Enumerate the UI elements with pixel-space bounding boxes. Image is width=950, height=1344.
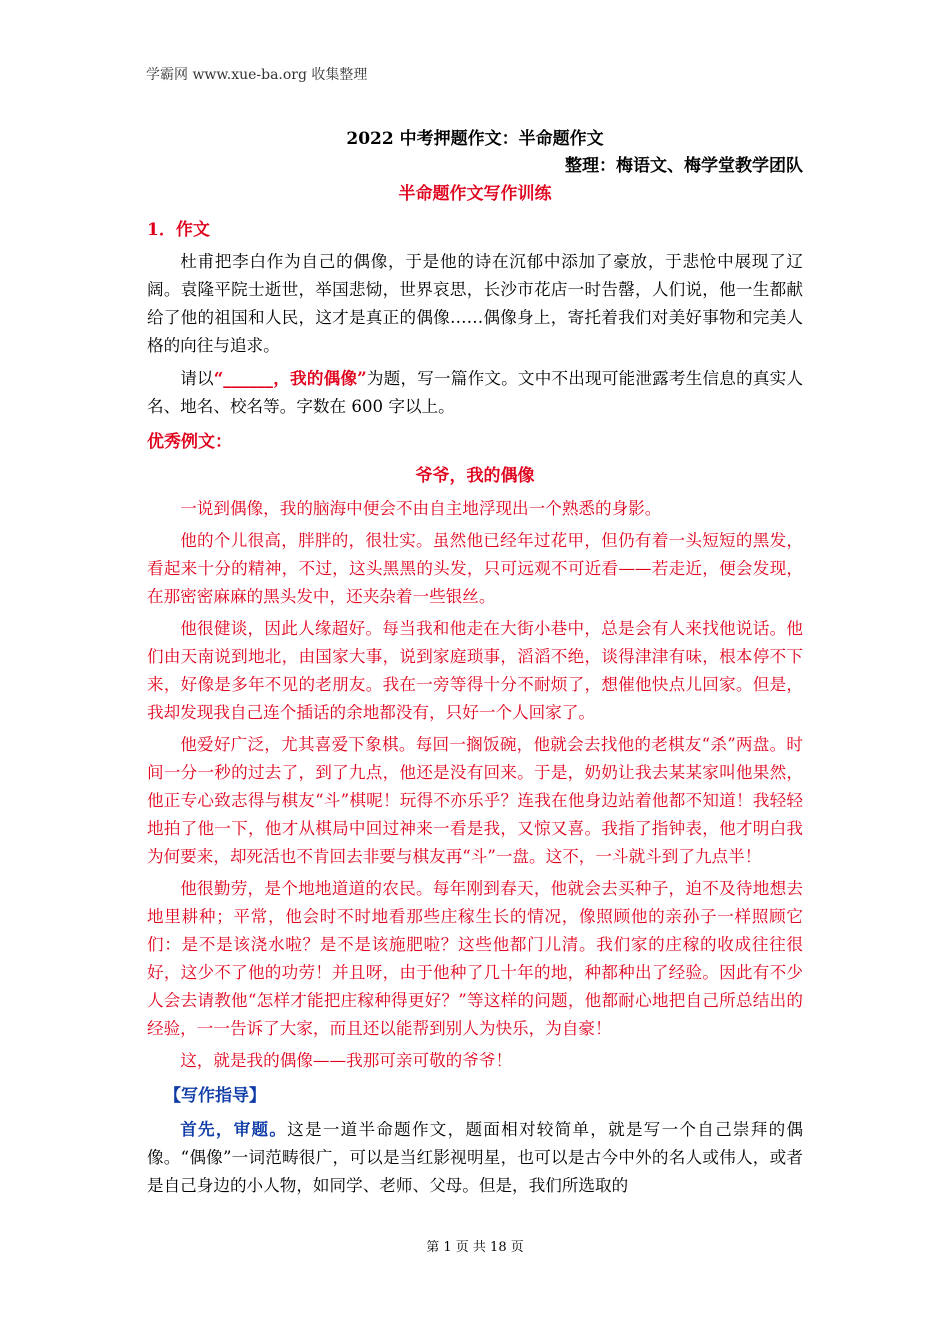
essay-paragraph: 他很健谈，因此人缘超好。每当我和他走在大街小巷中，总是会有人来找他说话。他们由天南说到地北，由国家大事，说到家庭琐事，滔滔不绝，谈得津津有味，根本停不下来，好像是多年不见的老朋友。我在一旁等得十分不耐烦了，想催他快点儿回家。但是，我却发现我自己连个插话的余地都没有，只好一个人回家了。: [147, 619, 803, 722]
question-requirement: [147, 364, 803, 421]
writing-guide-heading: 【写作指导】: [164, 1086, 266, 1106]
guide-lead: 首先，审题。: [180, 1119, 288, 1139]
header-watermark: 学霸网 www.xue-ba.org 收集整理: [146, 67, 368, 83]
question-prompt: 杜甫把李白作为自己的偶像，于是他的诗在沉郁中添加了豪放，于悲怆中展现了辽阔。袁隆平院士逝世，举国悲恸，世界哀思，长沙市花店一时告罄，人们说，他一生都献给了他的祖国和人民，这才是真正的偶像……偶像身上，寄托着我们对美好事物和完美人格的向往与追求。: [147, 252, 803, 355]
page-content: [147, 128, 803, 1200]
document-organizer: 整理：梅语文、梅学堂教学团队: [565, 156, 803, 176]
requirement-suffix: 为题，写一篇作文。文中不出现可能泄露考生信息的真实人名、地名、校名等。字数在 600 字以上。: [147, 369, 804, 416]
essay-paragraph: 他很勤劳，是个地地道道的农民。每年刚到春天，他就会去买种子，迫不及待地想去地里耕种；平常，他会时不时地看那些庄稼生长的情况，像照顾他的亲孙子一样照顾它们：是不是该浇水啦？是不是该施肥啦？这些他都门儿清。我们家的庄稼的收成往往很好，这少不了他的功劳！并且呀，由于他种了几十年的地，种都种出了经验。因此有不少人会去请教他“怎样才能把庄稼种得更好？”等这样的问题，他都耐心地把自己所总结出的经验，一一告诉了大家，而且还以能帮到别人为快乐，为自豪！: [147, 879, 803, 1038]
requirement-topic: “______，我的偶像”: [213, 368, 367, 388]
guide-text: 这是一道半命题作文，题面相对较简单，就是写一个自己崇拜的偶像。“偶像”一词范畴很广，可以是当红影视明星，也可以是古今中外的名人或伟人，或者是自己身边的小人物，如同学、老师、父母。但是，我们所选取的: [147, 1120, 804, 1195]
writing-guide-paragraph: [147, 1115, 803, 1200]
question-heading: 1．作文: [147, 220, 210, 240]
essay-paragraph: 他的个儿很高，胖胖的，很壮实。虽然他已经年过花甲，但仍有着一头短短的黑发，看起来十分的精神，不过，这头黑黑的头发，只可远观不可近看——若走近，便会发现，在那密密麻麻的黑头发中，还夹杂着一些银丝。: [147, 531, 803, 606]
section-title: 半命题作文写作训练: [398, 184, 552, 204]
document-title: 2022 中考押题作文：半命题作文: [346, 129, 604, 149]
essay-paragraph: 他爱好广泛，尤其喜爱下象棋。每回一搁饭碗，他就会去找他的老棋友“杀”两盘。时间一分一秒的过去了，到了九点，他还是没有回来。于是，奶奶让我去某某家叫他果然，他正专心致志得与棋友“斗”棋呢！玩得不亦乐乎？连我在他身边站着他都不知道！我轻轻地拍了他一下，他才从棋局中回过神来一看是我，又惊又喜。我指了指钟表，他才明白我为何要来，却死活也不肯回去非要与棋友再“斗”一盘。这不，一斗就斗到了九点半！: [147, 735, 803, 866]
sample-essay-label: 优秀例文：: [147, 432, 232, 452]
essay-paragraph: 一说到偶像，我的脑海中便会不由自主地浮现出一个熟悉的身影。: [180, 499, 662, 518]
sample-essay-title: 爷爷，我的偶像: [415, 466, 535, 486]
essay-paragraph: 这，就是我的偶像——我那可亲可敬的爷爷！: [180, 1051, 513, 1070]
requirement-prefix: 请以: [180, 369, 214, 388]
page-number: 第 1 页 共 18 页: [426, 1240, 524, 1255]
